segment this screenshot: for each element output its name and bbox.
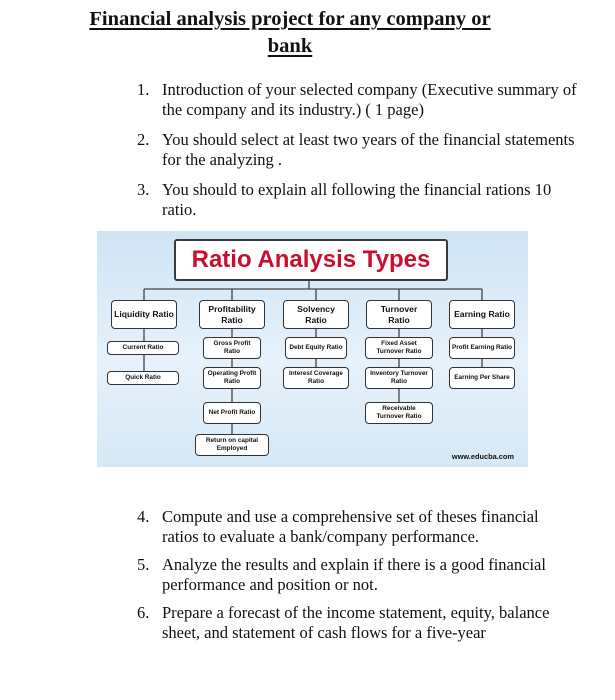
instructions-list-bottom xyxy=(137,507,577,651)
earning-per-share-box: Earning Per Share xyxy=(449,367,515,389)
instructions-list-top xyxy=(137,80,577,230)
interest-coverage-ratio-box: Interest Coverage Ratio xyxy=(283,367,349,389)
list-number: 6. xyxy=(137,603,150,622)
solvency-ratio-box: Solvency Ratio xyxy=(283,300,349,329)
list-text: Prepare a forecast of the income statement, equity, balance sheet, and statement of cash flows for a five-year xyxy=(162,603,550,642)
gross-profit-ratio-box: Gross Profit Ratio xyxy=(203,337,261,359)
liquidity-ratio-box: Liquidity Ratio xyxy=(111,300,177,329)
list-number: 2. xyxy=(137,130,150,149)
list-number: 4. xyxy=(137,507,150,526)
source-credit: www.educba.com xyxy=(451,452,514,461)
title-line-2: bank xyxy=(267,35,313,57)
earning-ratio-box: Earning Ratio xyxy=(449,300,515,329)
list-item xyxy=(137,180,577,220)
quick-ratio-box: Quick Ratio xyxy=(107,371,179,385)
current-ratio-box: Current Ratio xyxy=(107,341,179,355)
list-item xyxy=(137,555,577,595)
title-line-1: Financial analysis project for any company or xyxy=(89,8,491,30)
ratio-analysis-diagram xyxy=(97,231,528,467)
fixed-asset-turnover-ratio-box: Fixed Asset Turnover Ratio xyxy=(365,337,433,359)
debt-equity-ratio-box: Debt Equity Ratio xyxy=(285,337,347,359)
list-text: Compute and use a comprehensive set of theses financial ratios to evaluate a bank/company performance. xyxy=(162,507,539,546)
profitability-ratio-box: Profitability Ratio xyxy=(199,300,265,329)
list-text: You should to explain all following the financial rations 10 ratio. xyxy=(162,180,552,219)
receivable-turnover-ratio-box: Receivable Turnover Ratio xyxy=(365,402,433,424)
page-title xyxy=(40,6,540,60)
list-item xyxy=(137,603,577,643)
turnover-ratio-box: Turnover Ratio xyxy=(366,300,432,329)
list-number: 5. xyxy=(137,555,150,574)
list-number: 1. xyxy=(137,80,150,99)
inventory-turnover-ratio-box: Inventory Turnover Ratio xyxy=(365,367,433,389)
net-profit-ratio-box: Net Profit Ratio xyxy=(203,402,261,424)
list-item xyxy=(137,130,577,170)
return-on-capital-employed-box: Return on capital Employed xyxy=(195,434,269,456)
list-text: Introduction of your selected company (Executive summary of the company and its industry.) ( 1 page) xyxy=(162,80,577,119)
profit-earning-ratio-box: Profit Earning Ratio xyxy=(449,337,515,359)
list-text: Analyze the results and explain if there is a good financial performance and position or not. xyxy=(162,555,546,594)
operating-profit-ratio-box: Operating Profit Ratio xyxy=(203,367,261,389)
list-item xyxy=(137,80,577,120)
diagram-title: Ratio Analysis Types xyxy=(174,239,448,281)
list-number: 3. xyxy=(137,180,150,199)
list-item xyxy=(137,507,577,547)
list-text: You should select at least two years of the financial statements for the analyzing . xyxy=(162,130,575,169)
